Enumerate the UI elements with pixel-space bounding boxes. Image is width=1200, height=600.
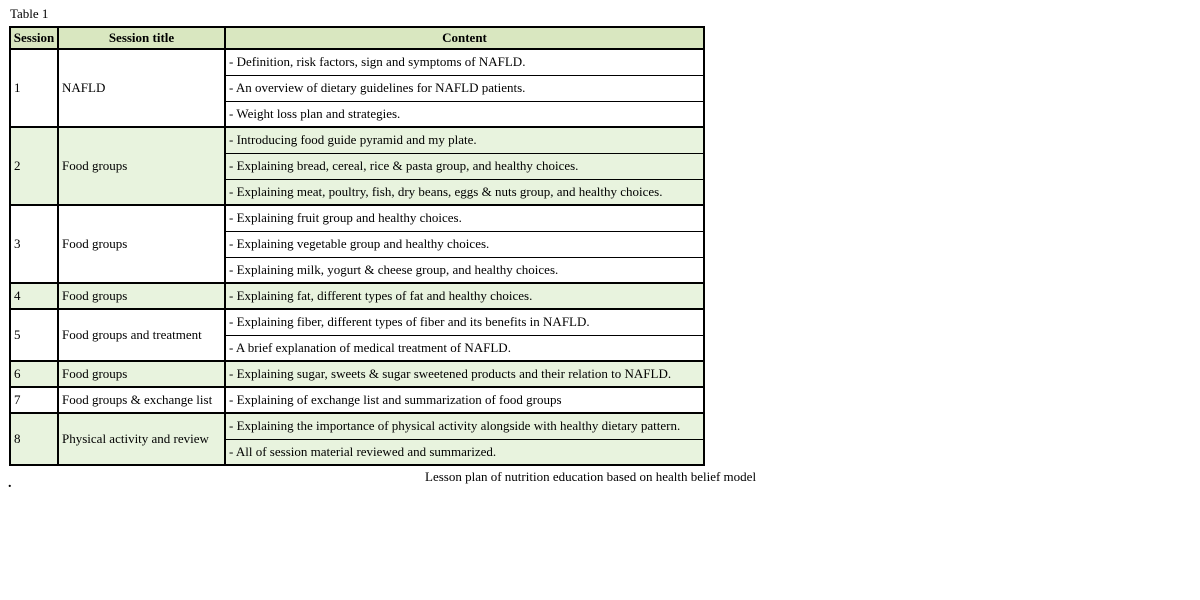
lesson-plan-table [9,26,705,466]
header-content: Content [225,27,704,49]
content-cell: - Explaining of exchange list and summarization of food groups [225,387,704,413]
stray-period: . [8,476,12,491]
table-row [10,413,704,439]
session-title-cell: Food groups [58,205,225,283]
content-cell: - Explaining bread, cereal, rice & pasta group, and healthy choices. [225,153,704,179]
content-cell: - Explaining milk, yogurt & cheese group, and healthy choices. [225,257,704,283]
session-title-cell: Food groups and treatment [58,309,225,361]
content-cell: - Explaining fruit group and healthy choices. [225,205,704,231]
session-number-cell: 7 [10,387,58,413]
table-header-row [10,27,704,49]
content-cell: - Explaining meat, poultry, fish, dry beans, eggs & nuts group, and healthy choices. [225,179,704,205]
session-title-cell: Food groups [58,283,225,309]
content-cell: - An overview of dietary guidelines for NAFLD patients. [225,75,704,101]
content-cell: - Explaining sugar, sweets & sugar sweetened products and their relation to NAFLD. [225,361,704,387]
table-row [10,387,704,413]
session-title-cell: Physical activity and review [58,413,225,465]
session-title-cell: Food groups [58,127,225,205]
content-cell: - Definition, risk factors, sign and symptoms of NAFLD. [225,49,704,75]
table-row [10,283,704,309]
table-row [10,309,704,335]
content-cell: - Explaining fiber, different types of fiber and its benefits in NAFLD. [225,309,704,335]
table-row [10,49,704,75]
content-cell: - Explaining the importance of physical activity alongside with healthy dietary pattern. [225,413,704,439]
table-row [10,361,704,387]
content-cell: - All of session material reviewed and summarized. [225,439,704,465]
table-row [10,205,704,231]
content-cell: - A brief explanation of medical treatment of NAFLD. [225,335,704,361]
session-number-cell: 8 [10,413,58,465]
table-caption: Lesson plan of nutrition education based on health belief model [425,469,757,484]
session-number-cell: 6 [10,361,58,387]
content-cell: - Explaining fat, different types of fat and healthy choices. [225,283,704,309]
session-title-cell: NAFLD [58,49,225,127]
session-number-cell: 3 [10,205,58,283]
content-cell: - Explaining vegetable group and healthy choices. [225,231,704,257]
session-number-cell: 4 [10,283,58,309]
header-session: Session [10,27,58,49]
table-label: Table 1 [10,6,49,21]
table-row [10,127,704,153]
session-title-cell: Food groups & exchange list [58,387,225,413]
session-number-cell: 2 [10,127,58,205]
session-number-cell: 5 [10,309,58,361]
session-title-cell: Food groups [58,361,225,387]
content-cell: - Introducing food guide pyramid and my plate. [225,127,704,153]
session-number-cell: 1 [10,49,58,127]
header-session-title: Session title [58,27,225,49]
content-cell: - Weight loss plan and strategies. [225,101,704,127]
